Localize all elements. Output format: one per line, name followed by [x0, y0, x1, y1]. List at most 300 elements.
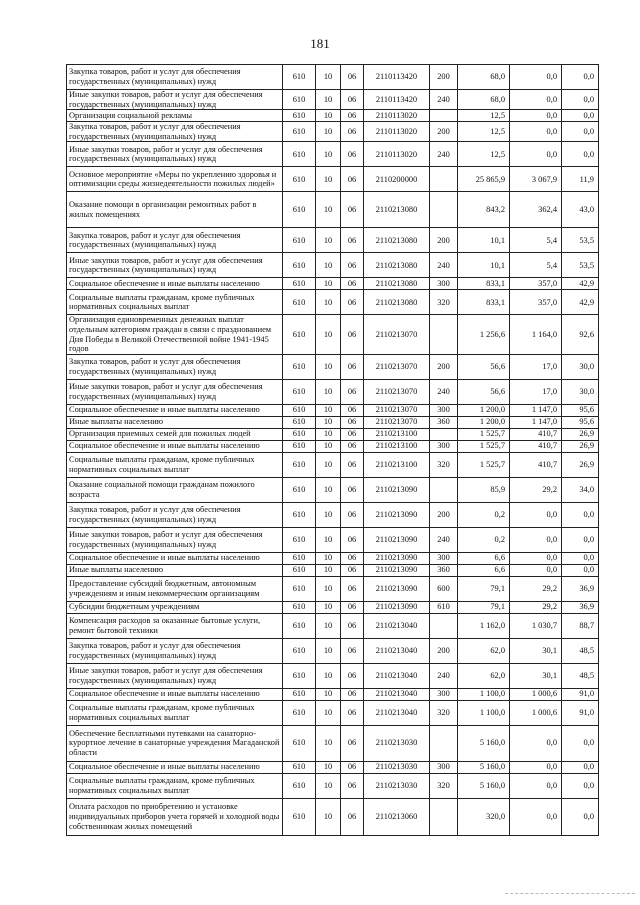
- row-subsection: 06: [341, 315, 364, 354]
- row-expense-kind: 320: [430, 700, 458, 725]
- row-subsection: 06: [341, 354, 364, 379]
- row-percent: 30,0: [562, 379, 599, 404]
- row-fact-amount: 1 000,6: [510, 688, 562, 700]
- table-row: [67, 452, 599, 477]
- row-admin-code: 610: [283, 404, 316, 416]
- row-section: 10: [316, 502, 341, 527]
- row-target-article: 2110213080: [364, 278, 430, 290]
- row-section: 10: [316, 65, 341, 90]
- table-row: [67, 688, 599, 700]
- row-fact-amount: 0,0: [510, 564, 562, 576]
- row-percent: 92,6: [562, 315, 599, 354]
- row-plan-amount: 320,0: [458, 798, 510, 835]
- row-subsection: 06: [341, 253, 364, 278]
- row-plan-amount: 10,1: [458, 253, 510, 278]
- row-section: 10: [316, 192, 341, 228]
- row-percent: 30,0: [562, 354, 599, 379]
- row-target-article: 2110213090: [364, 477, 430, 502]
- row-subsection: 06: [341, 773, 364, 798]
- row-fact-amount: 362,4: [510, 192, 562, 228]
- row-target-article: 2110213090: [364, 601, 430, 613]
- row-fact-amount: 1 000,6: [510, 700, 562, 725]
- row-percent: 34,0: [562, 477, 599, 502]
- row-expense-kind: 200: [430, 354, 458, 379]
- row-fact-amount: 410,7: [510, 440, 562, 452]
- row-fact-amount: 3 067,9: [510, 167, 562, 192]
- row-admin-code: 610: [283, 613, 316, 638]
- row-subsection: 06: [341, 663, 364, 688]
- table-row: [67, 416, 599, 428]
- table-row: [67, 527, 599, 552]
- row-subsection: 06: [341, 416, 364, 428]
- row-target-article: 2110213080: [364, 253, 430, 278]
- row-percent: 95,6: [562, 404, 599, 416]
- row-fact-amount: 0,0: [510, 773, 562, 798]
- table-row: [67, 761, 599, 773]
- row-subsection: 06: [341, 725, 364, 761]
- row-subsection: 06: [341, 552, 364, 564]
- row-percent: 48,5: [562, 638, 599, 663]
- row-section: 10: [316, 663, 341, 688]
- table-row: [67, 428, 599, 440]
- row-fact-amount: 0,0: [510, 110, 562, 122]
- row-plan-amount: 6,6: [458, 552, 510, 564]
- row-percent: 43,0: [562, 192, 599, 228]
- row-fact-amount: 0,0: [510, 552, 562, 564]
- row-name: Социальное обеспечение и иные выплаты населению: [67, 688, 283, 700]
- row-fact-amount: 17,0: [510, 379, 562, 404]
- row-section: 10: [316, 142, 341, 167]
- row-target-article: 2110213060: [364, 798, 430, 835]
- row-name: Оказание социальной помощи гражданам пожилого возраста: [67, 477, 283, 502]
- row-subsection: 06: [341, 613, 364, 638]
- row-plan-amount: 79,1: [458, 576, 510, 601]
- row-percent: 11,9: [562, 167, 599, 192]
- row-target-article: 2110213030: [364, 773, 430, 798]
- row-fact-amount: 410,7: [510, 428, 562, 440]
- row-admin-code: 610: [283, 725, 316, 761]
- row-percent: 0,0: [562, 122, 599, 142]
- row-plan-amount: 1 100,0: [458, 688, 510, 700]
- table-row: [67, 278, 599, 290]
- row-name: Закупка товаров, работ и услуг для обеспечения государственных (муниципальных) нужд: [67, 122, 283, 142]
- row-subsection: 06: [341, 110, 364, 122]
- row-expense-kind: 300: [430, 404, 458, 416]
- scan-marks: [505, 893, 635, 898]
- row-expense-kind: [430, 613, 458, 638]
- row-plan-amount: 1 200,0: [458, 416, 510, 428]
- row-subsection: 06: [341, 502, 364, 527]
- row-name: Субсидии бюджетным учреждениям: [67, 601, 283, 613]
- row-name: Основное мероприятие «Меры по укреплению здоровья и оптимизации среды жизнедеятельности пожилых людей»: [67, 167, 283, 192]
- row-section: 10: [316, 122, 341, 142]
- row-expense-kind: [430, 192, 458, 228]
- row-section: 10: [316, 773, 341, 798]
- row-admin-code: 610: [283, 552, 316, 564]
- row-plan-amount: 56,6: [458, 354, 510, 379]
- row-section: 10: [316, 700, 341, 725]
- row-expense-kind: [430, 428, 458, 440]
- row-subsection: 06: [341, 798, 364, 835]
- row-name: Иные закупки товаров, работ и услуг для обеспечения государственных (муниципальных) нужд: [67, 90, 283, 110]
- row-admin-code: 610: [283, 440, 316, 452]
- row-expense-kind: 300: [430, 552, 458, 564]
- row-target-article: 2110213100: [364, 440, 430, 452]
- row-section: 10: [316, 552, 341, 564]
- row-name: Организация социальной рекламы: [67, 110, 283, 122]
- row-expense-kind: 300: [430, 440, 458, 452]
- table-row: [67, 638, 599, 663]
- table-row: [67, 700, 599, 725]
- row-target-article: 2110213040: [364, 613, 430, 638]
- row-subsection: 06: [341, 65, 364, 90]
- row-admin-code: 610: [283, 354, 316, 379]
- row-admin-code: 610: [283, 502, 316, 527]
- page-number: 181: [310, 36, 330, 51]
- row-percent: 26,9: [562, 452, 599, 477]
- row-admin-code: 610: [283, 65, 316, 90]
- row-fact-amount: 0,0: [510, 90, 562, 110]
- row-expense-kind: 360: [430, 416, 458, 428]
- table-row: [67, 290, 599, 315]
- row-section: 10: [316, 416, 341, 428]
- row-fact-amount: 0,0: [510, 502, 562, 527]
- row-plan-amount: 1 100,0: [458, 700, 510, 725]
- table-row: [67, 192, 599, 228]
- row-subsection: 06: [341, 122, 364, 142]
- row-expense-kind: [430, 798, 458, 835]
- row-target-article: 2110200000: [364, 167, 430, 192]
- row-admin-code: 610: [283, 290, 316, 315]
- row-target-article: 2110213100: [364, 428, 430, 440]
- row-expense-kind: 240: [430, 379, 458, 404]
- row-admin-code: 610: [283, 663, 316, 688]
- row-expense-kind: 610: [430, 601, 458, 613]
- row-plan-amount: 62,0: [458, 663, 510, 688]
- row-target-article: 2110213040: [364, 638, 430, 663]
- row-section: 10: [316, 564, 341, 576]
- row-name: Предоставление субсидий бюджетным, автономным учреждениям и иным некоммерческим организациям: [67, 576, 283, 601]
- row-section: 10: [316, 638, 341, 663]
- table-row: [67, 65, 599, 90]
- row-admin-code: 610: [283, 192, 316, 228]
- row-percent: 0,0: [562, 552, 599, 564]
- row-section: 10: [316, 278, 341, 290]
- row-section: 10: [316, 477, 341, 502]
- row-plan-amount: 56,6: [458, 379, 510, 404]
- row-name: Компенсация расходов за оказанные бытовые услуги, ремонт бытовой техники: [67, 613, 283, 638]
- row-percent: 0,0: [562, 773, 599, 798]
- row-target-article: 2110113020: [364, 142, 430, 167]
- row-fact-amount: 0,0: [510, 122, 562, 142]
- row-plan-amount: 1 525,7: [458, 452, 510, 477]
- row-admin-code: 610: [283, 601, 316, 613]
- row-expense-kind: 240: [430, 90, 458, 110]
- row-section: 10: [316, 761, 341, 773]
- row-fact-amount: 5,4: [510, 253, 562, 278]
- row-admin-code: 610: [283, 477, 316, 502]
- row-percent: 0,0: [562, 90, 599, 110]
- row-percent: 95,6: [562, 416, 599, 428]
- row-plan-amount: 79,1: [458, 601, 510, 613]
- row-section: 10: [316, 290, 341, 315]
- row-admin-code: 610: [283, 379, 316, 404]
- row-subsection: 06: [341, 290, 364, 315]
- row-name: Закупка товаров, работ и услуг для обеспечения государственных (муниципальных) нужд: [67, 65, 283, 90]
- row-name: Обеспечение бесплатными путевками на санаторно-курортное лечение в санаторные учреждения Магаданской области: [67, 725, 283, 761]
- row-percent: 0,0: [562, 725, 599, 761]
- row-expense-kind: 200: [430, 638, 458, 663]
- row-expense-kind: 300: [430, 688, 458, 700]
- row-admin-code: 610: [283, 564, 316, 576]
- row-percent: 0,0: [562, 65, 599, 90]
- row-expense-kind: 300: [430, 278, 458, 290]
- table-row: [67, 725, 599, 761]
- row-expense-kind: 200: [430, 228, 458, 253]
- table-row: [67, 798, 599, 835]
- row-subsection: 06: [341, 379, 364, 404]
- row-target-article: 2110213080: [364, 192, 430, 228]
- row-name: Социальные выплаты гражданам, кроме публичных нормативных социальных выплат: [67, 452, 283, 477]
- row-percent: 42,9: [562, 290, 599, 315]
- row-name: Социальное обеспечение и иные выплаты населению: [67, 552, 283, 564]
- row-subsection: 06: [341, 601, 364, 613]
- table-row: [67, 440, 599, 452]
- row-target-article: 2110113420: [364, 90, 430, 110]
- row-plan-amount: 1 162,0: [458, 613, 510, 638]
- row-fact-amount: 29,2: [510, 477, 562, 502]
- row-expense-kind: 240: [430, 253, 458, 278]
- row-plan-amount: 5 160,0: [458, 773, 510, 798]
- row-plan-amount: 1 256,6: [458, 315, 510, 354]
- row-plan-amount: 12,5: [458, 122, 510, 142]
- row-plan-amount: 1 200,0: [458, 404, 510, 416]
- row-admin-code: 610: [283, 228, 316, 253]
- row-percent: 26,9: [562, 440, 599, 452]
- row-percent: 36,9: [562, 576, 599, 601]
- row-admin-code: 610: [283, 167, 316, 192]
- row-expense-kind: 320: [430, 773, 458, 798]
- row-expense-kind: 320: [430, 452, 458, 477]
- row-percent: 0,0: [562, 527, 599, 552]
- row-subsection: 06: [341, 700, 364, 725]
- row-subsection: 06: [341, 192, 364, 228]
- row-target-article: 2110213100: [364, 452, 430, 477]
- table-row: [67, 167, 599, 192]
- row-subsection: 06: [341, 564, 364, 576]
- row-percent: 48,5: [562, 663, 599, 688]
- table-row: [67, 253, 599, 278]
- row-name: Закупка товаров, работ и услуг для обеспечения государственных (муниципальных) нужд: [67, 354, 283, 379]
- row-fact-amount: 1 164,0: [510, 315, 562, 354]
- row-target-article: 2110213070: [364, 379, 430, 404]
- row-name: Иные выплаты населению: [67, 416, 283, 428]
- row-admin-code: 610: [283, 142, 316, 167]
- row-admin-code: 610: [283, 773, 316, 798]
- row-name: Закупка товаров, работ и услуг для обеспечения государственных (муниципальных) нужд: [67, 228, 283, 253]
- row-subsection: 06: [341, 638, 364, 663]
- row-plan-amount: 10,1: [458, 228, 510, 253]
- row-section: 10: [316, 613, 341, 638]
- row-fact-amount: 0,0: [510, 142, 562, 167]
- table-row: [67, 576, 599, 601]
- row-subsection: 06: [341, 404, 364, 416]
- row-target-article: 2110213030: [364, 725, 430, 761]
- row-target-article: 2110213090: [364, 552, 430, 564]
- row-target-article: 2110213090: [364, 564, 430, 576]
- row-fact-amount: 410,7: [510, 452, 562, 477]
- row-fact-amount: 1 030,7: [510, 613, 562, 638]
- table-row: [67, 404, 599, 416]
- table-row: [67, 90, 599, 110]
- table-row: [67, 663, 599, 688]
- row-name: Закупка товаров, работ и услуг для обеспечения государственных (муниципальных) нужд: [67, 502, 283, 527]
- row-name: Организация приемных семей для пожилых людей: [67, 428, 283, 440]
- row-section: 10: [316, 601, 341, 613]
- row-target-article: 2110213070: [364, 354, 430, 379]
- row-target-article: 2110213090: [364, 576, 430, 601]
- table-row: [67, 110, 599, 122]
- row-plan-amount: 85,9: [458, 477, 510, 502]
- row-percent: 0,0: [562, 564, 599, 576]
- row-expense-kind: [430, 477, 458, 502]
- row-plan-amount: 1 525,7: [458, 428, 510, 440]
- row-subsection: 06: [341, 761, 364, 773]
- row-expense-kind: 200: [430, 122, 458, 142]
- row-expense-kind: 200: [430, 65, 458, 90]
- row-admin-code: 610: [283, 798, 316, 835]
- table-row: [67, 315, 599, 354]
- row-expense-kind: 240: [430, 527, 458, 552]
- row-admin-code: 610: [283, 688, 316, 700]
- row-expense-kind: [430, 725, 458, 761]
- row-fact-amount: 0,0: [510, 761, 562, 773]
- row-expense-kind: 300: [430, 761, 458, 773]
- row-plan-amount: 12,5: [458, 110, 510, 122]
- row-section: 10: [316, 688, 341, 700]
- row-fact-amount: 30,1: [510, 638, 562, 663]
- row-section: 10: [316, 253, 341, 278]
- row-expense-kind: [430, 167, 458, 192]
- row-target-article: 2110213080: [364, 290, 430, 315]
- row-fact-amount: 0,0: [510, 725, 562, 761]
- row-name: Иные выплаты населению: [67, 564, 283, 576]
- row-admin-code: 610: [283, 452, 316, 477]
- row-admin-code: 610: [283, 122, 316, 142]
- row-name: Закупка товаров, работ и услуг для обеспечения государственных (муниципальных) нужд: [67, 638, 283, 663]
- table-row: [67, 552, 599, 564]
- row-percent: 88,7: [562, 613, 599, 638]
- row-target-article: 2110213070: [364, 416, 430, 428]
- budget-table: [66, 64, 599, 836]
- row-percent: 36,9: [562, 601, 599, 613]
- row-section: 10: [316, 228, 341, 253]
- row-section: 10: [316, 404, 341, 416]
- table-row: [67, 228, 599, 253]
- row-section: 10: [316, 315, 341, 354]
- row-admin-code: 610: [283, 416, 316, 428]
- table-row: [67, 502, 599, 527]
- row-fact-amount: 357,0: [510, 290, 562, 315]
- row-percent: 0,0: [562, 142, 599, 167]
- row-expense-kind: 200: [430, 502, 458, 527]
- row-subsection: 06: [341, 576, 364, 601]
- row-plan-amount: 6,6: [458, 564, 510, 576]
- row-percent: 53,5: [562, 228, 599, 253]
- row-section: 10: [316, 110, 341, 122]
- row-name: Оплата расходов по приобретению и установке индивидуальных приборов учета горячей и холодной воды собственникам жилых помещений: [67, 798, 283, 835]
- row-subsection: 06: [341, 688, 364, 700]
- row-name: Иные закупки товаров, работ и услуг для обеспечения государственных (муниципальных) нужд: [67, 253, 283, 278]
- row-target-article: 2110213040: [364, 700, 430, 725]
- row-fact-amount: 0,0: [510, 65, 562, 90]
- row-percent: 26,9: [562, 428, 599, 440]
- row-section: 10: [316, 798, 341, 835]
- row-subsection: 06: [341, 278, 364, 290]
- row-name: Социальное обеспечение и иные выплаты населению: [67, 440, 283, 452]
- row-expense-kind: [430, 315, 458, 354]
- row-percent: 0,0: [562, 761, 599, 773]
- row-plan-amount: 1 525,7: [458, 440, 510, 452]
- row-admin-code: 610: [283, 253, 316, 278]
- row-percent: 53,5: [562, 253, 599, 278]
- row-plan-amount: 68,0: [458, 90, 510, 110]
- row-name: Социальные выплаты гражданам, кроме публичных нормативных социальных выплат: [67, 773, 283, 798]
- row-fact-amount: 0,0: [510, 527, 562, 552]
- row-plan-amount: 25 865,9: [458, 167, 510, 192]
- row-fact-amount: 357,0: [510, 278, 562, 290]
- row-expense-kind: 360: [430, 564, 458, 576]
- row-section: 10: [316, 527, 341, 552]
- row-target-article: 2110113420: [364, 65, 430, 90]
- row-plan-amount: 62,0: [458, 638, 510, 663]
- row-expense-kind: 240: [430, 663, 458, 688]
- row-name: Социальное обеспечение и иные выплаты населению: [67, 278, 283, 290]
- table-row: [67, 142, 599, 167]
- row-target-article: 2110213070: [364, 404, 430, 416]
- row-plan-amount: 843,2: [458, 192, 510, 228]
- row-fact-amount: 29,2: [510, 601, 562, 613]
- row-target-article: 2110213040: [364, 688, 430, 700]
- row-plan-amount: 833,1: [458, 290, 510, 315]
- row-expense-kind: [430, 110, 458, 122]
- row-target-article: 2110213070: [364, 315, 430, 354]
- row-percent: 42,9: [562, 278, 599, 290]
- row-fact-amount: 0,0: [510, 798, 562, 835]
- row-admin-code: 610: [283, 527, 316, 552]
- row-expense-kind: 600: [430, 576, 458, 601]
- row-target-article: 2110213080: [364, 228, 430, 253]
- row-percent: 0,0: [562, 502, 599, 527]
- row-name: Организация единовременных денежных выплат отдельным категориям граждан в связи с празднованием Дня Победы в Великой Отечественной войне 1941-1945 годов: [67, 315, 283, 354]
- row-fact-amount: 1 147,0: [510, 404, 562, 416]
- row-name: Оказание помощи в организации ремонтных работ в жилых помещениях: [67, 192, 283, 228]
- row-plan-amount: 0,2: [458, 527, 510, 552]
- row-admin-code: 610: [283, 576, 316, 601]
- row-admin-code: 610: [283, 700, 316, 725]
- row-section: 10: [316, 452, 341, 477]
- row-plan-amount: 5 160,0: [458, 725, 510, 761]
- table-row: [67, 613, 599, 638]
- row-section: 10: [316, 90, 341, 110]
- row-admin-code: 610: [283, 90, 316, 110]
- table-row: [67, 773, 599, 798]
- row-expense-kind: 240: [430, 142, 458, 167]
- row-fact-amount: 30,1: [510, 663, 562, 688]
- row-section: 10: [316, 440, 341, 452]
- row-section: 10: [316, 167, 341, 192]
- table-row: [67, 477, 599, 502]
